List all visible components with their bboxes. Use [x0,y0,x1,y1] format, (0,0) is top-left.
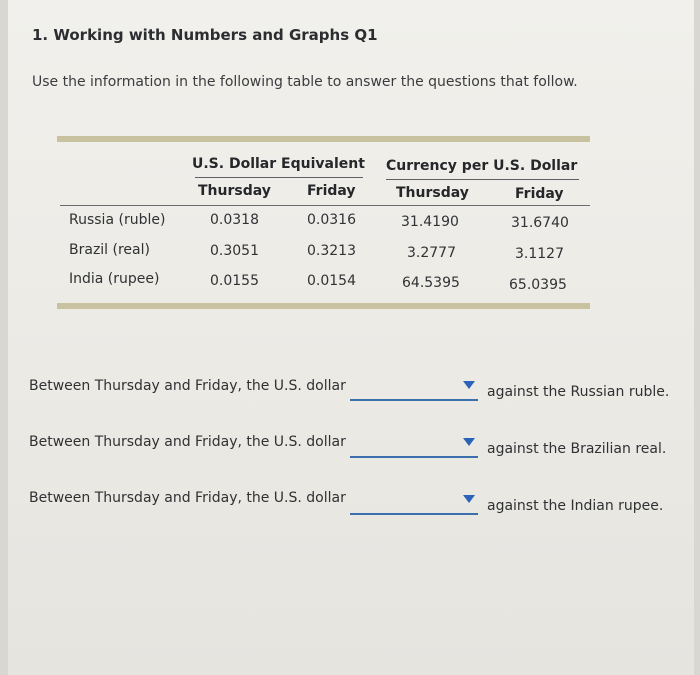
sub-header-friday: Friday [307,183,356,199]
table-cell: 0.3051 [210,243,259,259]
table-cell: 0.0155 [210,273,259,289]
dropdown-caret-icon[interactable] [463,438,475,446]
question-suffix: against the Brazilian real. [487,441,667,457]
dropdown-caret-icon[interactable] [463,495,475,503]
table-bottom-rule [57,303,590,309]
question-prefix: Between Thursday and Friday, the U.S. dollar [29,378,346,394]
table-cell: 64.5395 [402,275,460,291]
group-header-underline [386,179,579,180]
group-header-currency-per-usd: Currency per U.S. Dollar [386,158,578,174]
answer-dropdown-brazilian-real[interactable] [350,434,478,458]
sub-header-friday: Friday [515,186,564,202]
row-label: Brazil (real) [69,242,150,258]
table-cell: 65.0395 [509,277,567,293]
table-cell: 3.2777 [407,245,456,261]
answer-dropdown-indian-rupee[interactable] [350,491,478,515]
row-label: Russia (ruble) [69,212,166,228]
group-header-underline [195,177,363,178]
table-cell: 31.4190 [401,214,459,230]
dropdown-caret-icon[interactable] [463,381,475,389]
group-header-usd-equivalent: U.S. Dollar Equivalent [192,156,365,172]
row-label: India (rupee) [69,271,160,287]
question-title: 1. Working with Numbers and Graphs Q1 [32,26,378,44]
question-suffix: against the Indian rupee. [487,498,664,514]
instructions-text: Use the information in the following table to answer the questions that follow. [32,74,578,90]
table-cell: 0.0154 [307,273,356,289]
table-cell: 0.3213 [307,243,356,259]
question-suffix: against the Russian ruble. [487,384,670,400]
answer-dropdown-russian-ruble[interactable] [350,377,478,401]
table-cell: 3.1127 [515,246,564,262]
sub-header-thursday: Thursday [396,185,469,201]
table-cell: 0.0316 [307,212,356,228]
header-bottom-rule [60,205,590,206]
table-cell: 0.0318 [210,212,259,228]
question-prefix: Between Thursday and Friday, the U.S. dollar [29,490,346,506]
table-top-rule [57,136,590,142]
sub-header-thursday: Thursday [198,183,271,199]
question-prefix: Between Thursday and Friday, the U.S. dollar [29,434,346,450]
table-cell: 31.6740 [511,215,569,231]
